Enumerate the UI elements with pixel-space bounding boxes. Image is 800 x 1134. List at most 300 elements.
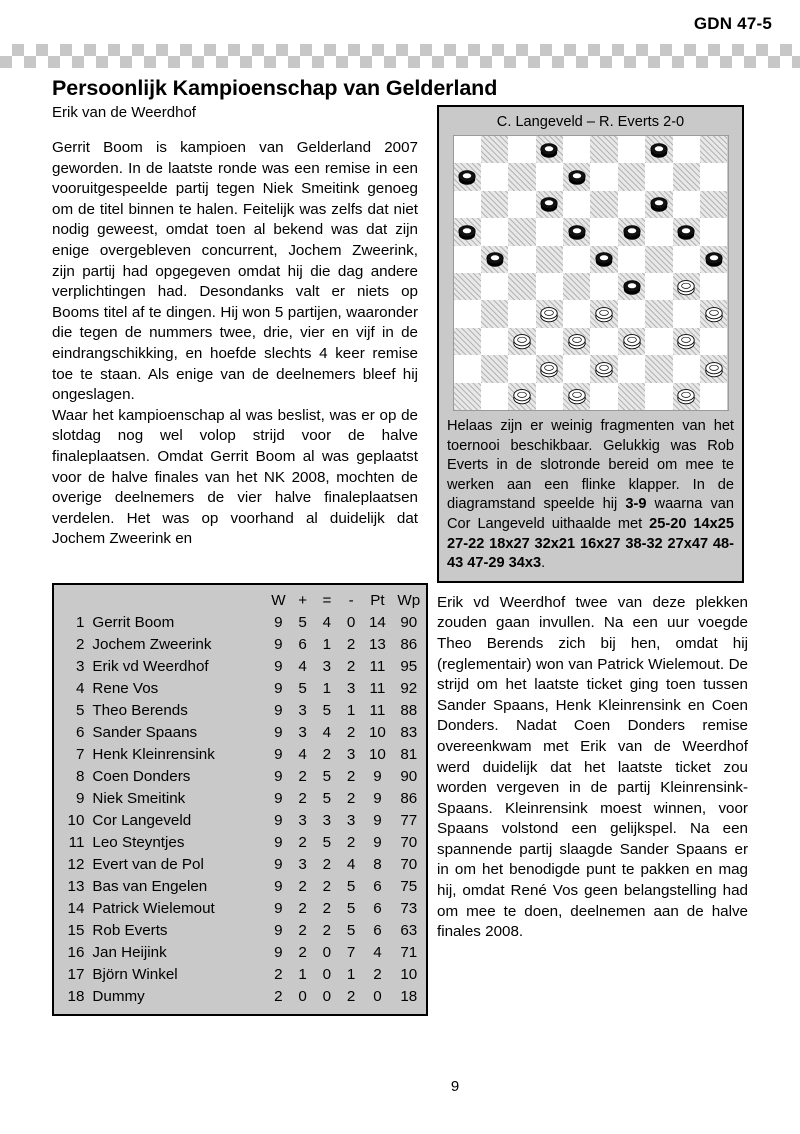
board-square-40: [673, 328, 700, 355]
board-square-light: [536, 163, 563, 190]
row-player-name: Jochem Zweerink: [92, 636, 212, 653]
row-games: 9: [274, 702, 283, 719]
board-square-43: [590, 355, 617, 382]
board-square-7: [508, 163, 535, 190]
row-wins: 2: [298, 922, 307, 939]
row-player-name: Dummy: [92, 988, 145, 1005]
board-square-light: [645, 273, 672, 300]
row-losses: 2: [346, 790, 356, 807]
table-row: [54, 854, 426, 876]
black-piece-8: [567, 167, 587, 187]
board-square-light: [508, 246, 535, 273]
left-column: [52, 138, 418, 550]
board-square-light: [536, 273, 563, 300]
page-header: [0, 0, 800, 48]
board-square-light: [590, 383, 617, 410]
row-wp: 18: [400, 988, 418, 1005]
board-square-light: [700, 273, 727, 300]
row-points: 10: [368, 746, 386, 763]
move-first: 3-9: [625, 496, 647, 513]
board-square-36: [454, 328, 481, 355]
board-square-31: [481, 300, 508, 327]
diagram-panel: [437, 105, 744, 583]
board-square-11: [481, 191, 508, 218]
white-piece-43: [594, 359, 614, 379]
diagram-text-intro: Helaas zijn er weinig fragmenten van het toernooi beschikbaar. Gelukkig was Rob Everts in de slotronde bereid om mee te werken aan een flinke klapper. In de diagramstand speelde hij: [447, 418, 734, 513]
row-player-name: Gerrit Boom: [92, 614, 175, 631]
diagram-text-mid: waarna van Cor Langeveld uithaalde met: [447, 496, 734, 532]
row-position: 3: [75, 658, 85, 675]
article-paragraph-2: Waar het kampioenschap al was beslist, was er op de slotdag nog wel volop strijd voor de halve finaleplaatsen. Omdat Gerrit Boom al was geplaatst voor de halve finales van het NK 2008, mochten de overige deelnemers de vier halve finaleplaatsen verdelen. Het was op voorhand al duidelijk dat Jochem Zweerink en: [52, 406, 418, 548]
row-games: 9: [274, 614, 283, 631]
row-losses: 2: [346, 988, 356, 1005]
row-losses: 1: [346, 702, 356, 719]
row-position: 10: [67, 812, 85, 829]
board-square-15: [700, 191, 727, 218]
row-losses: 0: [346, 614, 356, 631]
row-losses: 1: [346, 966, 356, 983]
table-row: [54, 832, 426, 854]
board-square-44: [645, 355, 672, 382]
board-square-light: [454, 246, 481, 273]
issue-code: GDN 47-5: [693, 14, 772, 33]
board-square-47: [508, 383, 535, 410]
row-wp: 90: [400, 614, 418, 631]
row-draws: 5: [322, 834, 332, 851]
row-wp: 88: [400, 702, 418, 719]
header-position: [54, 589, 92, 612]
black-piece-25: [704, 249, 724, 269]
white-piece-37: [512, 331, 532, 351]
board-square-27: [508, 273, 535, 300]
draughts-board: [453, 135, 729, 411]
board-square-22: [536, 246, 563, 273]
white-piece-39: [622, 331, 642, 351]
board-square-light: [454, 300, 481, 327]
article-paragraph-3: Erik vd Weerdhof twee van deze plekken zouden gaan invullen. Na een uur voegde Theo Berends zich bij hen, omdat hij (reglementair) won van Patrick Wielemout. De strijd om het laatste ticket ging toen tussen Sander Spaans, Henk Kleinrensink en Coen Donders. Nadat Coen Donders remise overeenkwam met Erik van de Weerdhof werd duidelijk dat het laatste ticket zou worden vergeven in de partij Kleinrensink-Spaans. Kleinrensink moest winnen, voor Spaans volstond een gelijkspel. Na een spannende partij slaagde Sander Spaans er in om het benodigde punt te pakken en mag hij, omdat René Vos geen belangstelling had om mee te doen, deelnemen aan de halve finales 2008.: [437, 593, 748, 941]
row-draws: 5: [322, 702, 332, 719]
row-wp: 63: [400, 922, 418, 939]
row-games: 9: [274, 922, 283, 939]
row-player-name: Björn Winkel: [92, 966, 178, 983]
black-piece-4: [649, 140, 669, 160]
board-square-38: [563, 328, 590, 355]
row-player-name: Evert van de Pol: [92, 856, 204, 873]
row-wp: 83: [400, 724, 418, 741]
board-square-light: [481, 273, 508, 300]
white-piece-33: [594, 304, 614, 324]
row-games: 9: [274, 680, 283, 697]
row-position: 6: [75, 724, 85, 741]
board-square-light: [590, 273, 617, 300]
row-games: 9: [274, 878, 283, 895]
row-position: 5: [75, 702, 85, 719]
row-wins: 2: [298, 878, 307, 895]
row-games: 9: [274, 746, 283, 763]
row-draws: 2: [322, 878, 332, 895]
board-square-46: [454, 383, 481, 410]
table-row: [54, 744, 426, 766]
row-wins: 5: [298, 614, 307, 631]
row-position: 4: [75, 680, 85, 697]
board-square-light: [454, 355, 481, 382]
header-wp: Wp: [397, 592, 421, 609]
row-points: 10: [368, 724, 386, 741]
row-wp: 70: [400, 856, 418, 873]
row-draws: 3: [322, 812, 332, 829]
row-wp: 75: [400, 878, 418, 895]
board-square-17: [508, 218, 535, 245]
row-position: 13: [67, 878, 85, 895]
row-points: 11: [369, 680, 386, 697]
black-piece-6: [457, 167, 477, 187]
board-square-light: [454, 191, 481, 218]
board-square-light: [618, 246, 645, 273]
row-wp: 10: [400, 966, 418, 983]
row-games: 9: [274, 768, 283, 785]
board-square-13: [590, 191, 617, 218]
board-square-light: [481, 218, 508, 245]
row-wins: 3: [298, 856, 307, 873]
row-wins: 2: [298, 900, 307, 917]
row-draws: 2: [322, 856, 332, 873]
board-square-35: [700, 300, 727, 327]
black-piece-18: [567, 222, 587, 242]
row-player-name: Sander Spaans: [92, 724, 198, 741]
row-draws: 0: [322, 988, 332, 1005]
row-wins: 1: [298, 966, 307, 983]
row-games: 9: [274, 900, 283, 917]
row-wins: 5: [298, 680, 307, 697]
header-losses: -: [348, 592, 354, 609]
row-player-name: Erik vd Weerdhof: [92, 658, 209, 675]
board-square-9: [618, 163, 645, 190]
row-position: 16: [67, 944, 85, 961]
row-losses: 2: [346, 658, 356, 675]
row-wp: 95: [400, 658, 418, 675]
row-position: 8: [75, 768, 85, 785]
white-piece-45: [704, 359, 724, 379]
table-row: [54, 986, 426, 1008]
diagram-caption: C. Langeveld – R. Everts 2-0: [496, 114, 685, 130]
row-points: 9: [373, 790, 382, 807]
row-player-name: Cor Langeveld: [92, 812, 192, 829]
board-square-34: [645, 300, 672, 327]
row-wp: 77: [400, 812, 418, 829]
black-piece-12: [539, 194, 559, 214]
board-square-18: [563, 218, 590, 245]
row-player-name: Henk Kleinrensink: [92, 746, 215, 763]
row-points: 9: [373, 834, 382, 851]
black-piece-23: [594, 249, 614, 269]
board-square-light: [673, 300, 700, 327]
standings-body: [54, 612, 426, 1008]
row-points: 2: [373, 966, 382, 983]
article-author: Erik van de Weerdhof: [52, 104, 196, 121]
board-square-light: [481, 163, 508, 190]
board-square-6: [454, 163, 481, 190]
row-position: 11: [68, 834, 85, 851]
board-square-light: [645, 328, 672, 355]
row-player-name: Rob Everts: [92, 922, 168, 939]
row-points: 8: [373, 856, 382, 873]
table-row: [54, 700, 426, 722]
row-draws: 1: [322, 636, 332, 653]
table-row: [54, 612, 426, 634]
board-square-light: [618, 136, 645, 163]
row-position: 12: [67, 856, 85, 873]
board-square-light: [618, 300, 645, 327]
table-row: [54, 656, 426, 678]
board-square-light: [536, 218, 563, 245]
board-square-light: [563, 191, 590, 218]
row-losses: 5: [346, 878, 356, 895]
row-wins: 3: [298, 724, 307, 741]
board-square-light: [481, 328, 508, 355]
row-losses: 3: [346, 812, 356, 829]
board-square-light: [673, 191, 700, 218]
table-row: [54, 964, 426, 986]
board-square-light: [536, 383, 563, 410]
board-square-16: [454, 218, 481, 245]
row-wp: 86: [400, 636, 418, 653]
row-draws: 5: [322, 768, 332, 785]
row-losses: 7: [346, 944, 356, 961]
board-square-26: [454, 273, 481, 300]
row-points: 13: [368, 636, 386, 653]
row-losses: 2: [346, 636, 356, 653]
row-losses: 4: [346, 856, 356, 873]
board-square-30: [673, 273, 700, 300]
white-piece-30: [676, 277, 696, 297]
row-draws: 2: [322, 746, 332, 763]
row-position: 9: [75, 790, 85, 807]
board-square-light: [508, 355, 535, 382]
board-square-light: [645, 218, 672, 245]
board-square-39: [618, 328, 645, 355]
article-paragraph-1: Gerrit Boom is kampioen van Gelderland 2007 geworden. In de laatste ronde was een remise in een vooruitgespeelde partij tegen Niek Smeitink genoeg om de titel binnen te halen. Feitelijk was zelfs dat niet nodig geweest, omdat toen al bekend was dat zijn enige overgebleven concurrent, Jochem Zweerink, zijn partij had opgegeven omdat hij die dag andere verplichtingen had. Desondanks valt er niets op Booms titel af te dingen. Hij won 5 partijen, waaronder die tegen de nummers twee, drie, vier en vijf in de eindrangschikking, en hoefde slechts 4 keer remise toe te staan. Als enige van de deelnemers bleef hij ongeslagen.: [52, 139, 418, 404]
table-row: [54, 766, 426, 788]
row-player-name: Theo Berends: [92, 702, 188, 719]
page-number-value: 9: [450, 1078, 460, 1095]
row-wp: 73: [400, 900, 418, 917]
white-piece-38: [567, 331, 587, 351]
black-piece-19: [622, 222, 642, 242]
board-square-light: [673, 246, 700, 273]
row-player-name: Rene Vos: [92, 680, 159, 697]
row-wins: 4: [298, 746, 307, 763]
row-wp: 86: [400, 790, 418, 807]
row-draws: 3: [322, 658, 332, 675]
row-position: 18: [67, 988, 85, 1005]
row-points: 6: [373, 900, 382, 917]
board-square-33: [590, 300, 617, 327]
row-wins: 3: [298, 812, 307, 829]
row-points: 11: [369, 702, 386, 719]
black-piece-16: [457, 222, 477, 242]
standings-panel: [52, 583, 428, 1016]
right-column: [437, 105, 748, 943]
row-position: 15: [67, 922, 85, 939]
black-piece-29: [622, 277, 642, 297]
row-losses: 2: [346, 768, 356, 785]
white-piece-35: [704, 304, 724, 324]
row-wins: 6: [298, 636, 307, 653]
row-wins: 4: [298, 658, 307, 675]
table-header-row: [54, 589, 426, 612]
board-square-3: [590, 136, 617, 163]
row-player-name: Leo Steyntjes: [92, 834, 185, 851]
row-games: 9: [274, 636, 283, 653]
row-draws: 0: [322, 966, 332, 983]
white-piece-40: [676, 331, 696, 351]
board-square-2: [536, 136, 563, 163]
row-games: 9: [274, 944, 283, 961]
board-square-light: [508, 136, 535, 163]
board-square-light: [673, 355, 700, 382]
row-games: 9: [274, 856, 283, 873]
row-position: 14: [67, 900, 85, 917]
checkered-divider: [0, 44, 800, 68]
board-square-light: [700, 383, 727, 410]
white-piece-50: [676, 386, 696, 406]
table-row: [54, 788, 426, 810]
row-draws: 2: [322, 922, 332, 939]
board-square-light: [618, 191, 645, 218]
table-row: [54, 920, 426, 942]
table-row: [54, 678, 426, 700]
board-square-light: [700, 163, 727, 190]
board-square-28: [563, 273, 590, 300]
row-position: 2: [75, 636, 85, 653]
row-wins: 2: [298, 768, 307, 785]
header-draws: =: [322, 592, 332, 609]
board-square-light: [563, 136, 590, 163]
row-games: 9: [274, 790, 283, 807]
board-square-4: [645, 136, 672, 163]
white-piece-48: [567, 386, 587, 406]
board-square-8: [563, 163, 590, 190]
board-square-21: [481, 246, 508, 273]
row-wins: 0: [298, 988, 307, 1005]
row-losses: 3: [346, 746, 356, 763]
header-name: [92, 589, 266, 612]
row-wp: 90: [400, 768, 418, 785]
row-points: 4: [373, 944, 382, 961]
board-square-12: [536, 191, 563, 218]
table-row: [54, 634, 426, 656]
row-losses: 5: [346, 922, 356, 939]
row-position: 1: [75, 614, 85, 631]
board-square-32: [536, 300, 563, 327]
diagram-text-end: .: [541, 555, 546, 572]
row-player-name: Coen Donders: [92, 768, 191, 785]
board-square-45: [700, 355, 727, 382]
board-square-10: [673, 163, 700, 190]
board-square-29: [618, 273, 645, 300]
row-points: 6: [373, 922, 382, 939]
row-wins: 2: [298, 790, 307, 807]
row-draws: 1: [322, 680, 332, 697]
board-square-light: [563, 355, 590, 382]
row-wins: 3: [298, 702, 307, 719]
row-losses: 2: [346, 724, 356, 741]
row-player-name: Patrick Wielemout: [92, 900, 215, 917]
row-draws: 4: [322, 614, 332, 631]
board-square-48: [563, 383, 590, 410]
board-square-23: [590, 246, 617, 273]
board-square-5: [700, 136, 727, 163]
board-square-light: [645, 383, 672, 410]
row-points: 6: [373, 878, 382, 895]
board-square-24: [645, 246, 672, 273]
board-square-14: [645, 191, 672, 218]
row-losses: 5: [346, 900, 356, 917]
board-square-light: [481, 383, 508, 410]
table-row: [54, 898, 426, 920]
black-piece-20: [676, 222, 696, 242]
header-points: Pt: [370, 592, 385, 609]
header-games: W: [271, 592, 286, 609]
header-wins: +: [298, 592, 308, 609]
board-square-light: [536, 328, 563, 355]
white-piece-42: [539, 359, 559, 379]
row-player-name: Bas van Engelen: [92, 878, 208, 895]
row-wp: 92: [400, 680, 418, 697]
board-square-42: [536, 355, 563, 382]
board-square-light: [700, 328, 727, 355]
white-piece-32: [539, 304, 559, 324]
board-square-light: [700, 218, 727, 245]
row-points: 9: [373, 812, 382, 829]
board-square-light: [508, 191, 535, 218]
table-row: [54, 722, 426, 744]
board-square-light: [590, 328, 617, 355]
row-player-name: Niek Smeitink: [92, 790, 186, 807]
row-wp: 71: [400, 944, 418, 961]
row-draws: 0: [322, 944, 332, 961]
board-square-20: [673, 218, 700, 245]
board-square-19: [618, 218, 645, 245]
row-draws: 2: [322, 900, 332, 917]
row-player-name: Jan Heijink: [92, 944, 167, 961]
board-square-light: [454, 136, 481, 163]
row-losses: 2: [346, 834, 356, 851]
row-points: 9: [373, 768, 382, 785]
row-points: 0: [373, 988, 382, 1005]
row-losses: 3: [346, 680, 356, 697]
board-square-light: [563, 246, 590, 273]
white-piece-47: [512, 386, 532, 406]
row-games: 9: [274, 834, 283, 851]
row-games: 2: [274, 988, 283, 1005]
board-square-37: [508, 328, 535, 355]
row-points: 11: [369, 658, 386, 675]
table-row: [54, 876, 426, 898]
page-title: Persoonlijk Kampioenschap van Gelderland: [52, 76, 498, 100]
table-row: [54, 810, 426, 832]
black-piece-14: [649, 194, 669, 214]
board-square-light: [563, 300, 590, 327]
row-position: 7: [75, 746, 85, 763]
move-sequence: 25-20 14x25 27-22 18x27 32x21 16x27 38-32 27x47 48-43 47-29 34x3: [447, 515, 734, 572]
board-square-light: [590, 218, 617, 245]
board-wrapper: [439, 135, 742, 411]
board-square-light: [508, 300, 535, 327]
row-position: 17: [67, 966, 85, 983]
page-number: [0, 1078, 800, 1095]
row-draws: 4: [322, 724, 332, 741]
